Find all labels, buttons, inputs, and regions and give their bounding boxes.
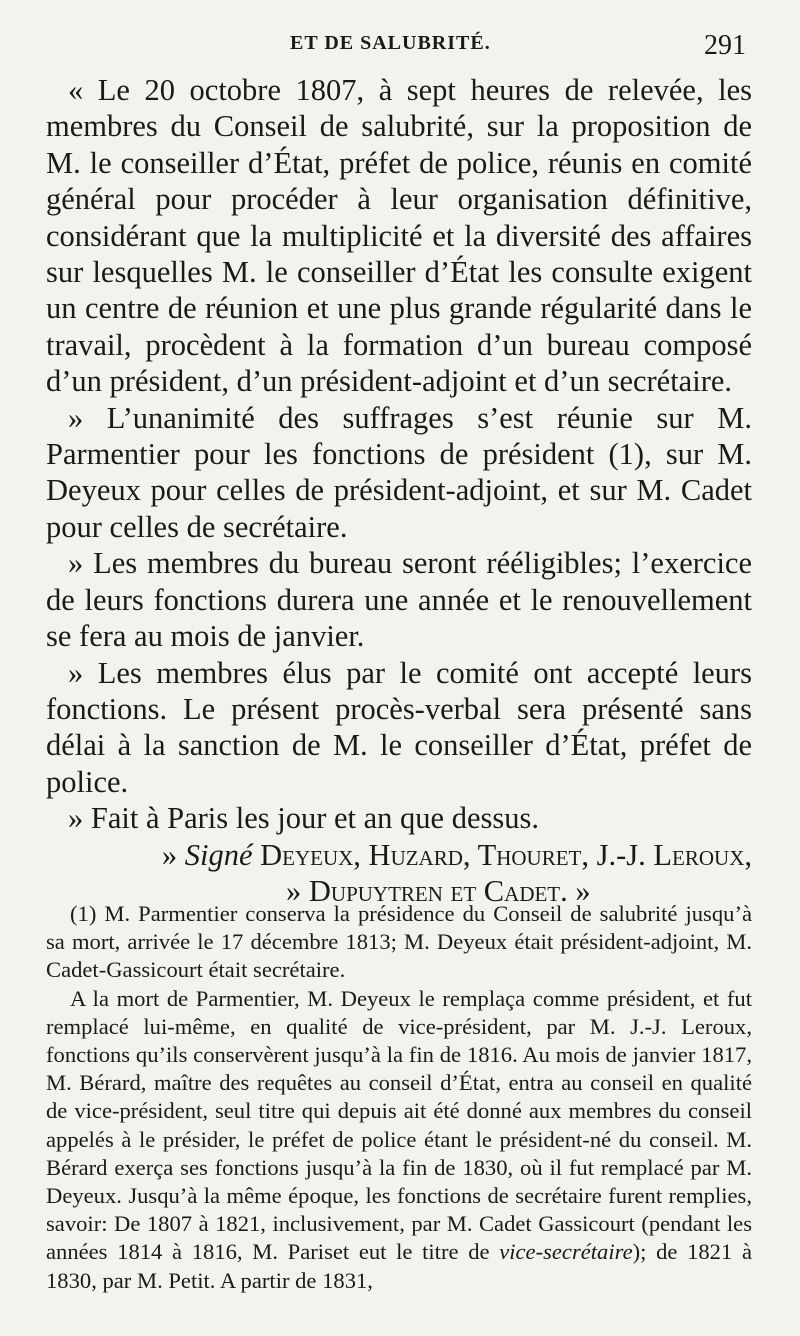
signature-line-2: » Dupuytren et Cadet. » <box>286 873 591 908</box>
footnotes <box>46 900 752 1295</box>
signature-word: Signé <box>184 837 253 872</box>
paragraph-5: » Fait à Paris les jour et an que dessus. <box>68 801 539 836</box>
paragraph-1: « Le 20 octobre 1807, à sept heures de relevée, les membres du Conseil de salubrité, sur la proposition de M. le conseiller d’État, préfet de police, réunis en comité général pour procéder à leur organisation définitive, considérant que la multiplicité et la diversité des affaires sur lesquelles M. le conseiller d’État les consulte exigent un centre de réunion et une plus grande régularité dans le travail, procèdent à la formation d’un bureau composé d’un président, d’un président-adjoint et d’un secrétaire. <box>46 73 752 399</box>
main-text <box>46 72 752 909</box>
footnote-text-b: ); de 1821 à 1830, par M. Petit. A partir de 1831, <box>46 1239 752 1293</box>
page-number: 291 <box>704 30 746 61</box>
signature-prefix: » <box>161 837 185 872</box>
running-head <box>0 30 800 60</box>
footnote-continuation <box>46 985 752 1295</box>
footnote-italic: vice-secrétaire <box>499 1239 633 1265</box>
paragraph-3: » Les membres du bureau seront rééligibles; l’exercice de leurs fonctions durera une année et le renouvellement se fera au mois de janvier. <box>46 546 752 654</box>
running-title: ET DE SALUBRITÉ. <box>290 32 491 54</box>
footnote-text-a: A la mort de Parmentier, M. Deyeux le remplaça comme président, et fut remplacé lui-même, en qualité de vice-président, par M. J.-J. Leroux, fonctions qu’ils conservèrent jusqu’à la fin de 1816. Au mois de janvier 1817, M. Bérard, maître des requêtes au conseil d’État, entra au conseil en qualité de vice-président, seul titre qui depuis ait été donné aux membres du conseil appelés à le présider, le préfet de police étant le président-né du conseil. M. Bérard exerça ses fonctions jusqu’à la fin de 1830, où il fut remplacé par M. Deyeux. Jusqu’à la même époque, les fonctions de secrétaire furent remplies, savoir: De 1807 à 1821, inclusivement, par M. Cadet Gassicourt (pendant les années 1814 à 1816, M. Pariset eut le titre de <box>46 985 752 1265</box>
footnote-1: (1) M. Parmentier conserva la présidence du Conseil de salubrité jusqu’à sa mort, arrivée le 17 décembre 1813; M. Deyeux était président-adjoint, M. Cadet-Gassicourt était secrétaire. <box>46 901 752 983</box>
signature-line-1 <box>46 837 752 873</box>
paragraph-2: » L’unanimité des suffrages s’est réunie sur M. Parmentier pour les fonctions de président (1), sur M. Deyeux pour celles de président-adjoint, et sur M. Cadet pour celles de secrétaire. <box>46 400 752 544</box>
paragraph-4: » Les membres élus par le comité ont accepté leurs fonctions. Le présent procès-verbal sera présenté sans délai à la sanction de M. le conseiller d’État, préfet de police. <box>46 655 752 799</box>
signatories-1: Deyeux, Huzard, Thouret, J.-J. Leroux, <box>252 837 752 872</box>
